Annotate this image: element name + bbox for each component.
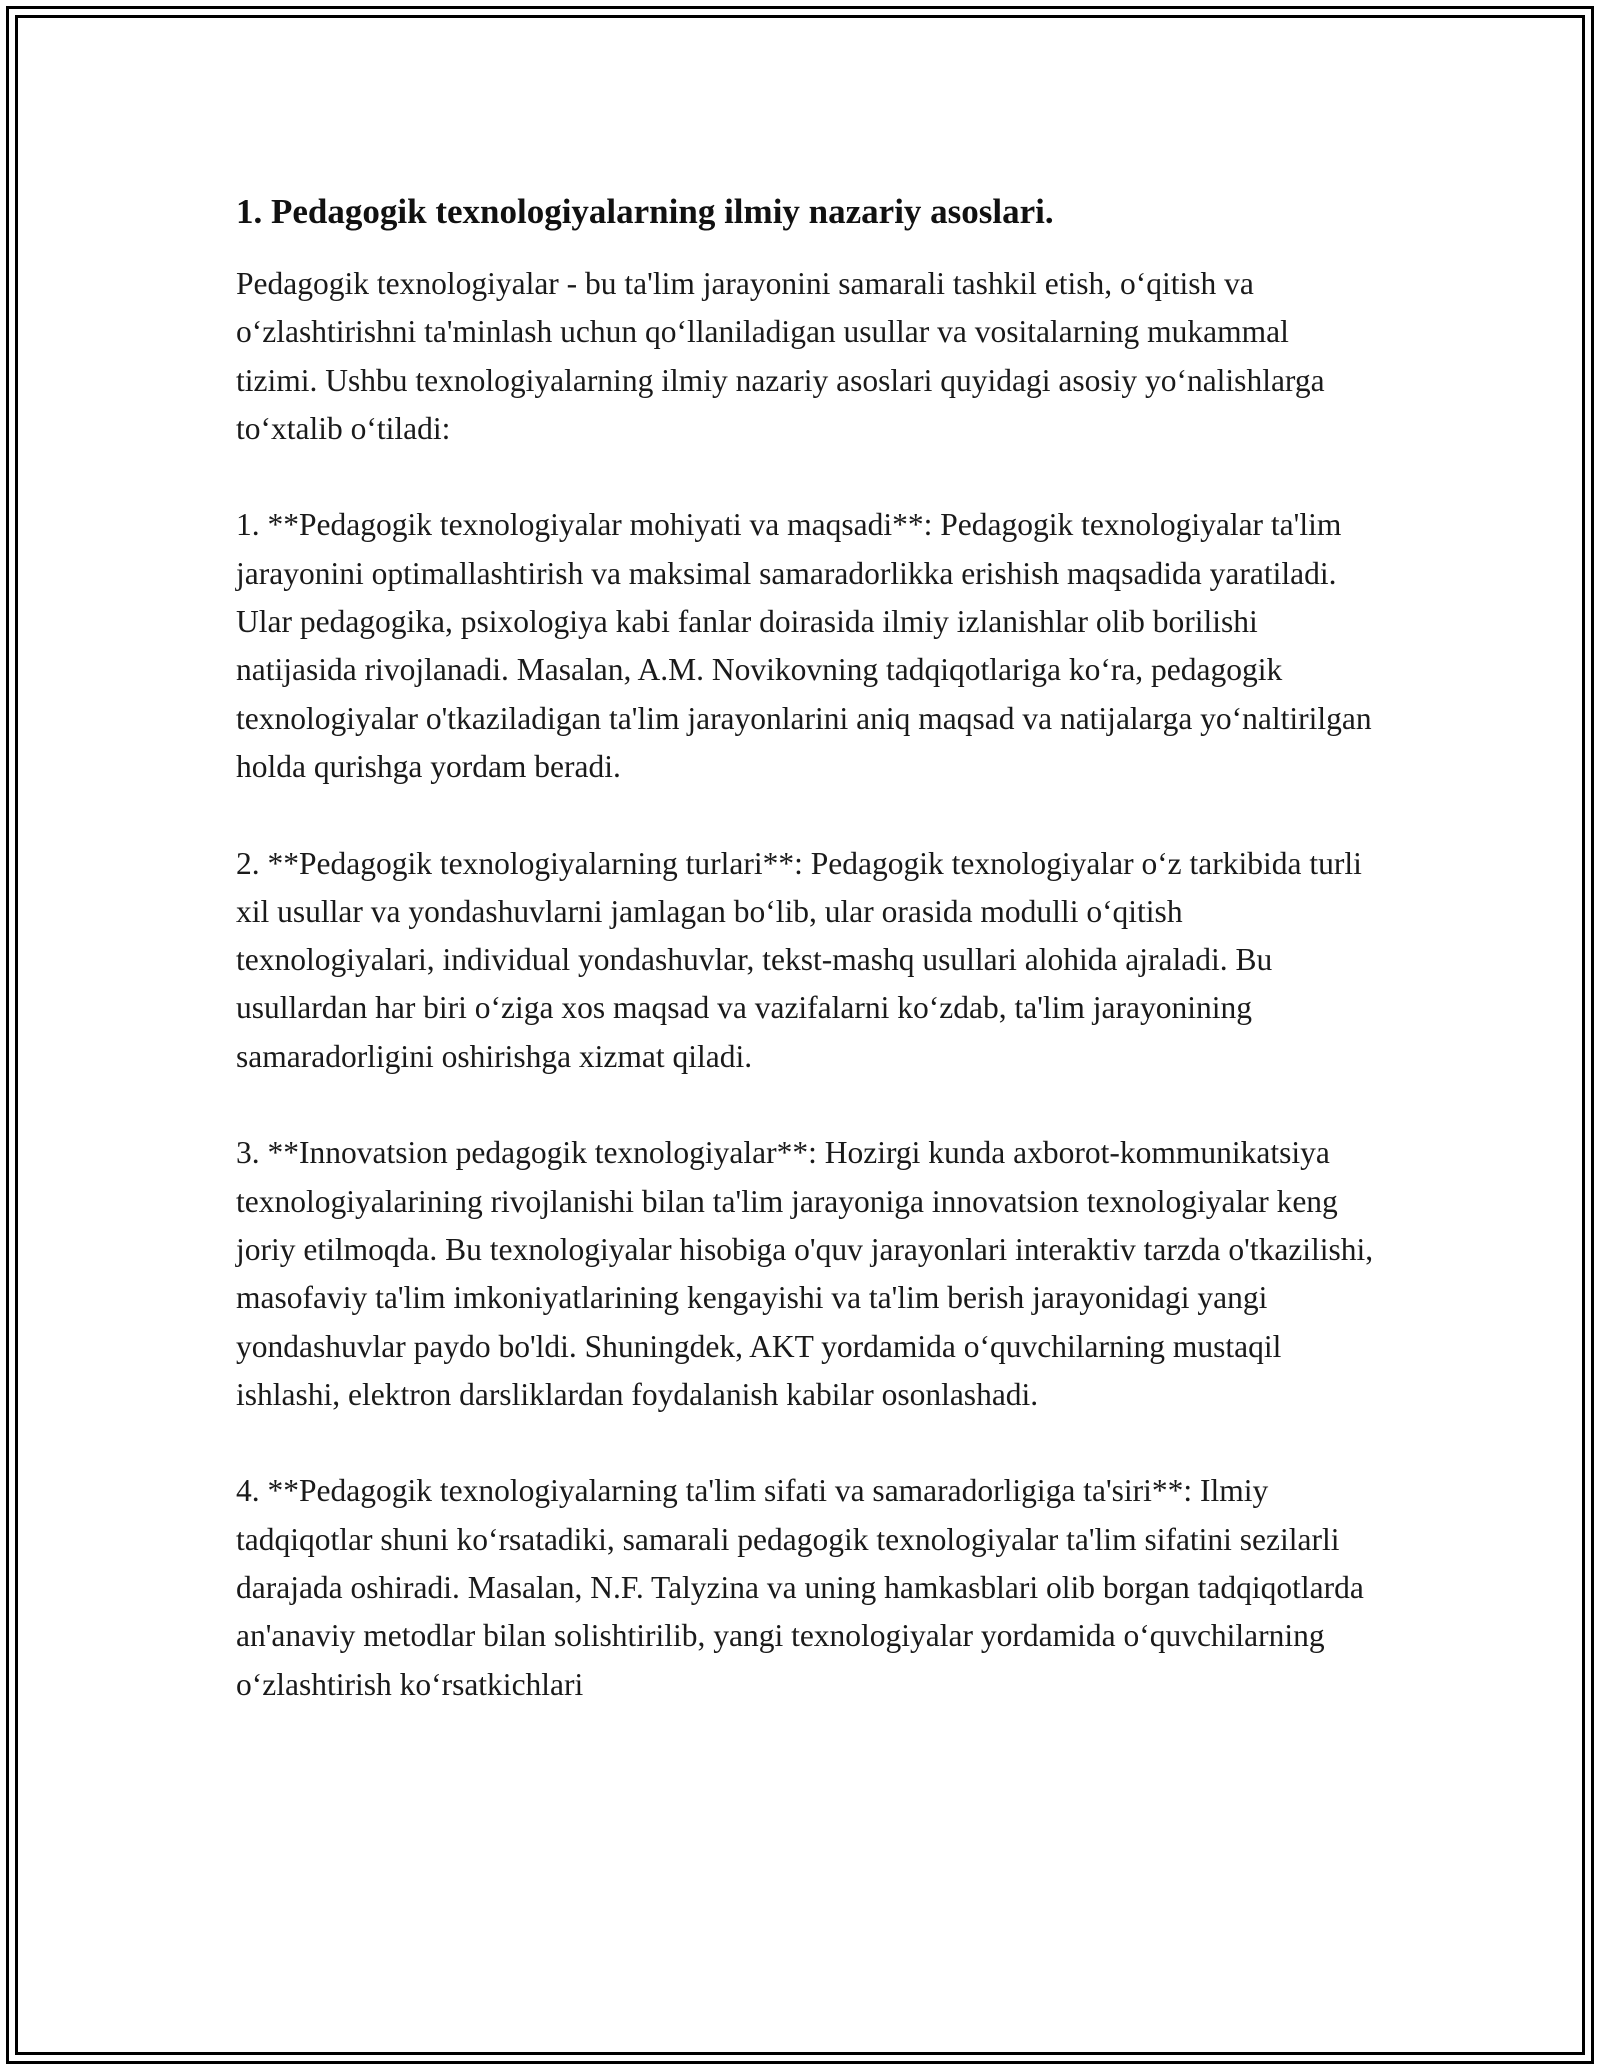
document-title: 1. Pedagogik texnologiyalarning ilmiy nazariy asoslari. xyxy=(236,192,1054,231)
document-body xyxy=(236,188,1376,1709)
paragraph-3-innovative-technologies: 3. **Innovatsion pedagogik texnologiyalar**: Hozirgi kunda axborot-kommunikatsiya texnologiyalarining rivojlanishi bilan ta'lim jarayoniga innovatsion texnologiyalar keng joriy etilmoqda. Bu texnologiyalar hisobiga o'quv jarayonlari interaktiv tarzda o'tkazilishi, masofaviy ta'lim imkoniyatlarining kengayishi va ta'lim berish jarayonidagi yangi yondashuvlar paydo bo'ldi. Shuningdek, AKT yordamida o‘quvchilarning mustaqil ishlashi, elektron darsliklardan foydalanish kabilar osonlashadi. xyxy=(236,1135,1374,1412)
paragraph-2-types: 2. **Pedagogik texnologiyalarning turlari**: Pedagogik texnologiyalar o‘z tarkibida turli xil usullar va yondashuvlarni jamlagan bo‘lib, ular orasida modulli o‘qitish texnologiyalari, individual yondashuvlar, tekst-mashq usullari alohida ajraladi. Bu usullardan har biri o‘ziga xos maqsad va vazifalarni ko‘zdab, ta'lim jarayonining samaradorligini oshirishga xizmat qiladi. xyxy=(236,845,1362,1074)
paragraph-4-impact-on-quality: 4. **Pedagogik texnologiyalarning ta'lim sifati va samaradorligiga ta'siri**: Ilmiy tadqiqotlar shuni ko‘rsatadiki, samarali pedagogik texnologiyalar ta'lim sifatini sezilarli darajada oshiradi. Masalan, N.F. Talyzina va uning hamkasblari olib borgan tadqiqotlarda an'anaviy metodlar bilan solishtirilib, yangi texnologiyalar yordamida o‘quvchilarning o‘zlashtirish ko‘rsatkichlari xyxy=(236,1473,1364,1702)
paragraph-1-essence-and-goal: 1. **Pedagogik texnologiyalar mohiyati va maqsadi**: Pedagogik texnologiyalar ta'lim jarayonini optimallashtirish va maksimal samaradorlikka erishish maqsadida yaratiladi. Ular pedagogika, psixologiya kabi fanlar doirasida ilmiy izlanishlar olib borilishi natijasida rivojlanadi. Masalan, A.M. Novikovning tadqiqotlariga ko‘ra, pedagogik texnologiyalar o'tkaziladigan ta'lim jarayonlarini aniq maqsad va natijalarga yo‘naltirilgan holda qurishga yordam beradi. xyxy=(236,507,1372,784)
intro-paragraph: Pedagogik texnologiyalar - bu ta'lim jarayonini samarali tashkil etish, o‘qitish va o‘zlashtirishni ta'minlash uchun qo‘llaniladigan usullar va vositalarning mukammal tizimi. Ushbu texnologiyalarning ilmiy nazariy asoslari quyidagi asosiy yo‘nalishlarga to‘xtalib o‘tiladi: xyxy=(236,266,1325,446)
